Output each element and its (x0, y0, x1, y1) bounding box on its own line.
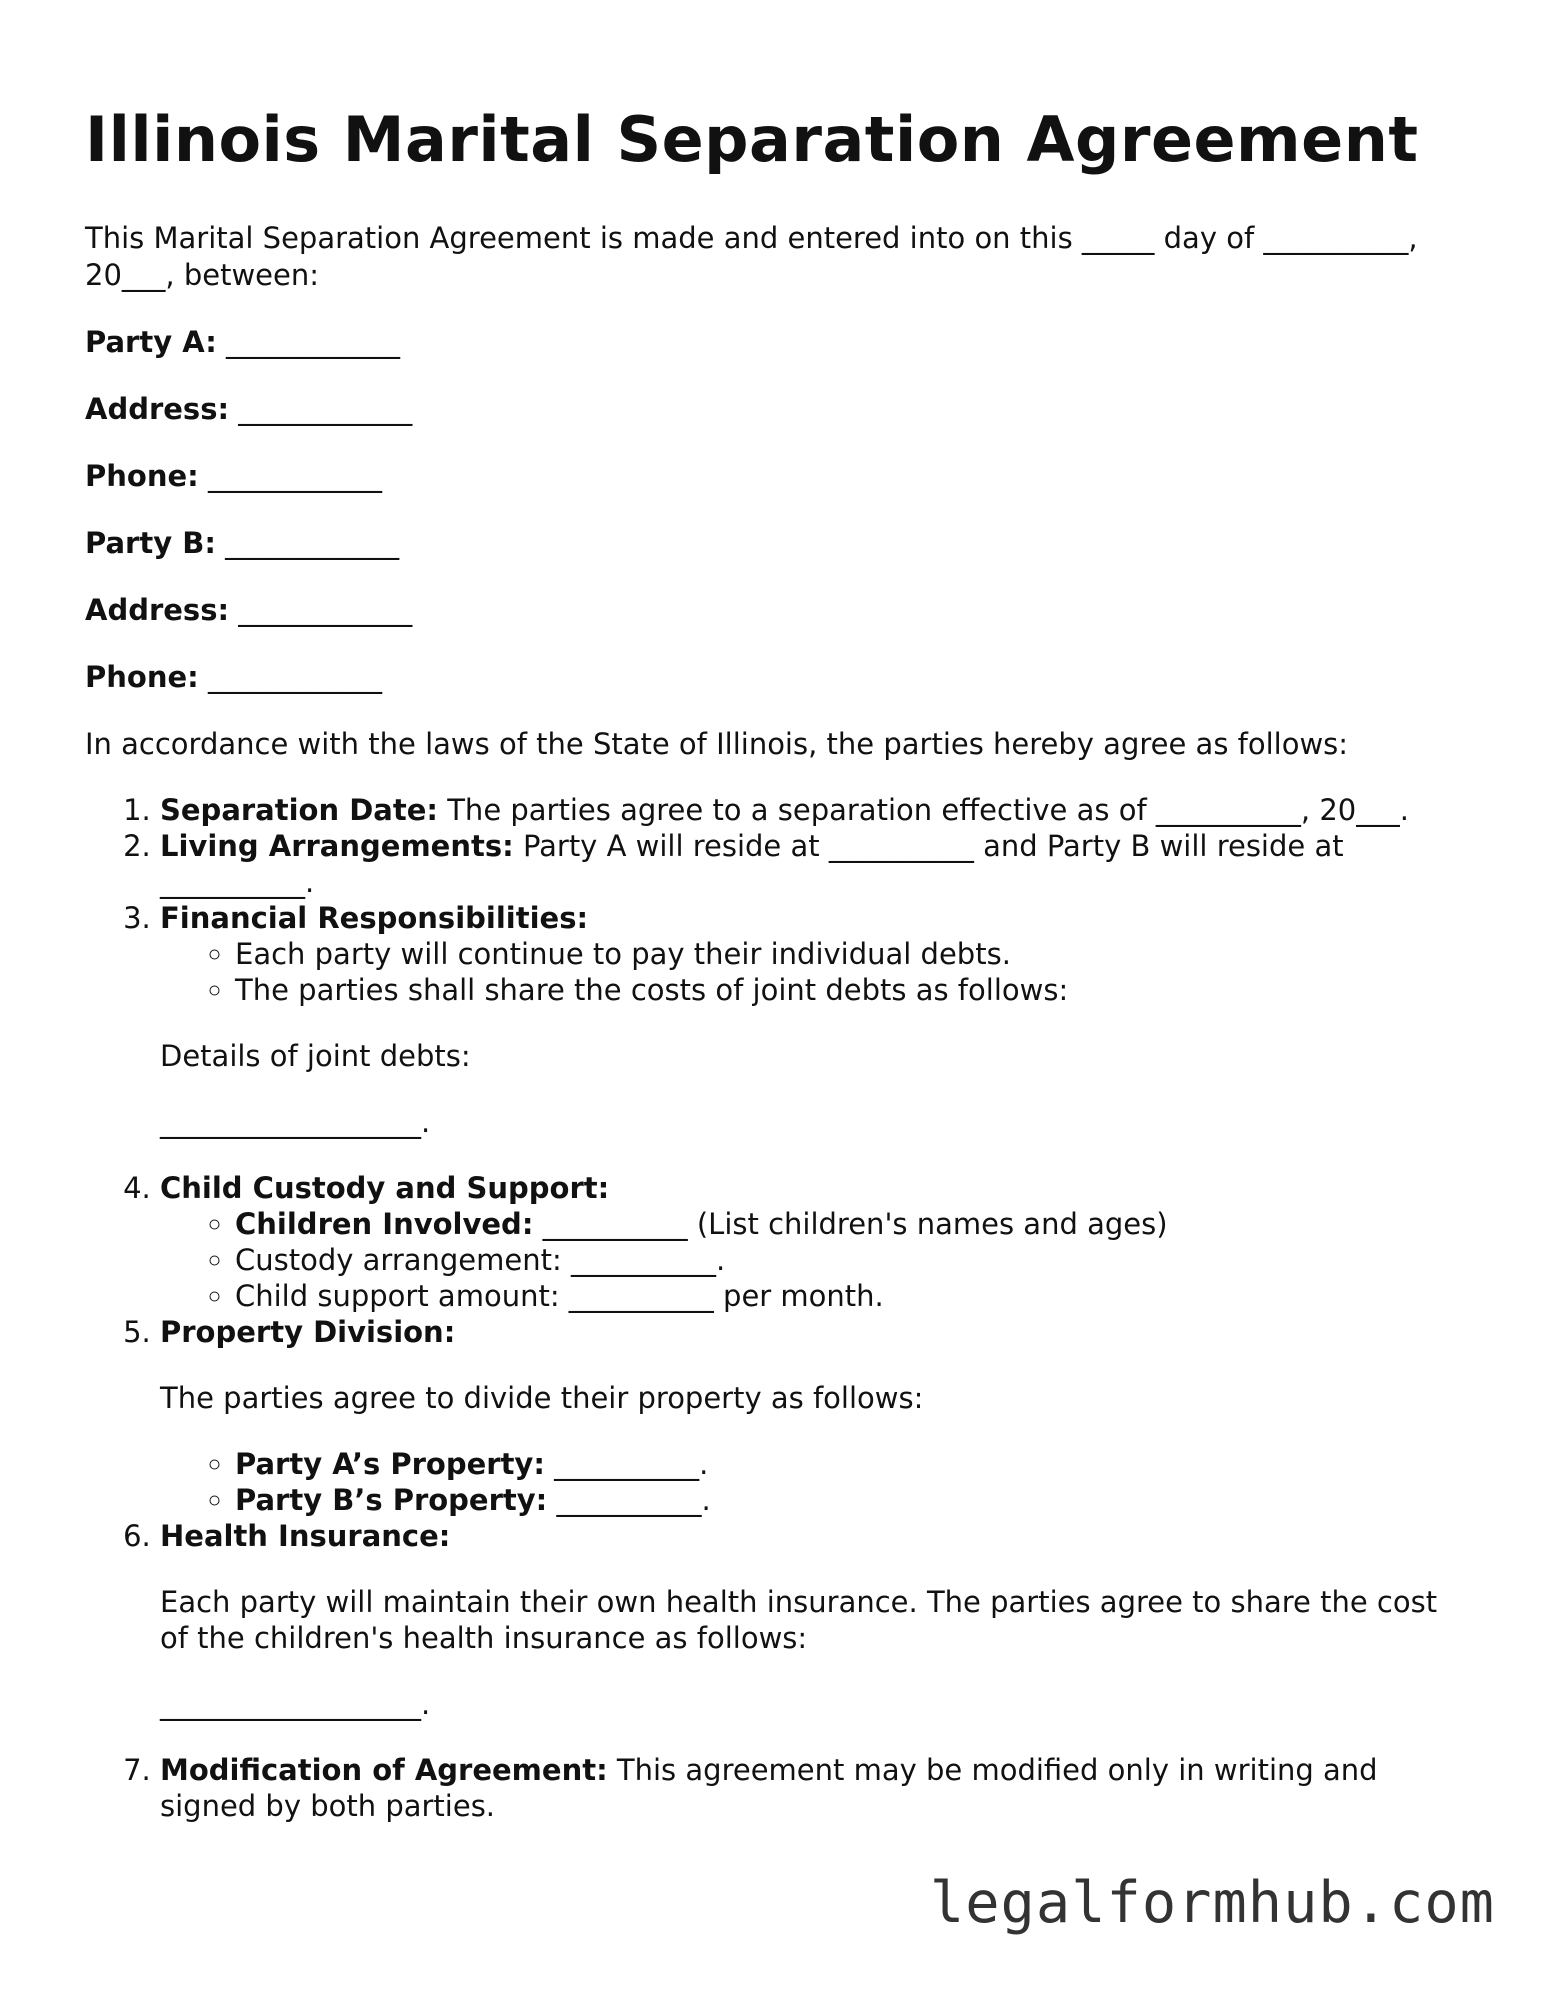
party-a-property-item: ◦ Party A’s Property: __________. (235, 1446, 1460, 1482)
party-a-name-field: Party A: ____________ (85, 325, 401, 359)
financial-sublist (160, 936, 1460, 1008)
term-living-arrangements: 2. Living Arrangements: Party A will reside at __________ and Party B will reside at __________. (160, 828, 1460, 900)
health-insurance-blank: __________________. (160, 1687, 431, 1721)
accordance-paragraph: In accordance with the laws of the State of Illinois, the parties hereby agree as follows: (85, 727, 1349, 761)
terms-list (85, 792, 1460, 1824)
custody-sublist (160, 1206, 1460, 1314)
property-sublist (160, 1446, 1460, 1518)
joint-debts-label: Details of joint debts: (160, 1039, 471, 1073)
party-b-property-item: ◦ Party B’s Property: __________. (235, 1482, 1460, 1518)
health-insurance-text: Each party will maintain their own health insurance. The parties agree to share the cost of the children's health insurance as follows: (160, 1585, 1438, 1655)
list-item: ◦ Each party will continue to pay their individual debts. (235, 936, 1460, 972)
list-item: ◦ The parties shall share the costs of joint debts as follows: (235, 972, 1460, 1008)
document-title: Illinois Marital Separation Agreement (85, 103, 1419, 176)
child-support-item: ◦ Child support amount: __________ per month. (235, 1278, 1460, 1314)
document-page (85, 100, 1460, 1824)
intro-paragraph: This Marital Separation Agreement is made and entered into on this _____ day of __________, 20___, between: (85, 221, 1418, 292)
joint-debts-blank: __________________. (160, 1105, 431, 1139)
term-health-insurance: 6. Health Insurance: Each party will maintain their own health insurance. The parties agree to share the cost of the children's health insurance as follows: __________________. (160, 1518, 1460, 1722)
term-property-division: 5. Property Division: The parties agree to divide their property as follows: ◦ Party A’s Property: __________. ◦ Party B’s Property: __________. (160, 1314, 1460, 1518)
party-b-name-field: Party B: ____________ (85, 526, 400, 560)
party-a-address-field: Address: ____________ (85, 392, 413, 426)
term-modification: 7. Modification of Agreement: This agreement may be modified only in writing and signed by both parties. (160, 1752, 1460, 1824)
party-a-phone-field: Phone: ____________ (85, 459, 382, 493)
term-separation-date: 1. Separation Date: The parties agree to a separation effective as of __________, 20___. (160, 792, 1460, 828)
watermark-logo: legalformhub.com (929, 1870, 1495, 1936)
property-intro: The parties agree to divide their property as follows: (160, 1381, 924, 1415)
term-child-custody: 4. Child Custody and Support: ◦ Children Involved: __________ (List children's names and ages) ◦ Custody arrangement: __________. ◦ Child support amount: __________ per month. (160, 1170, 1460, 1314)
custody-arrangement-item: ◦ Custody arrangement: __________. (235, 1242, 1460, 1278)
party-b-phone-field: Phone: ____________ (85, 660, 382, 694)
term-financial-responsibilities: 3. Financial Responsibilities: ◦ Each party will continue to pay their individual debts. ◦ The parties shall share the costs of joint debts as follows: Details of joint debts: __________________. (160, 900, 1460, 1140)
children-involved-item: ◦ Children Involved: __________ (List children's names and ages) (235, 1206, 1460, 1242)
party-b-address-field: Address: ____________ (85, 593, 413, 627)
